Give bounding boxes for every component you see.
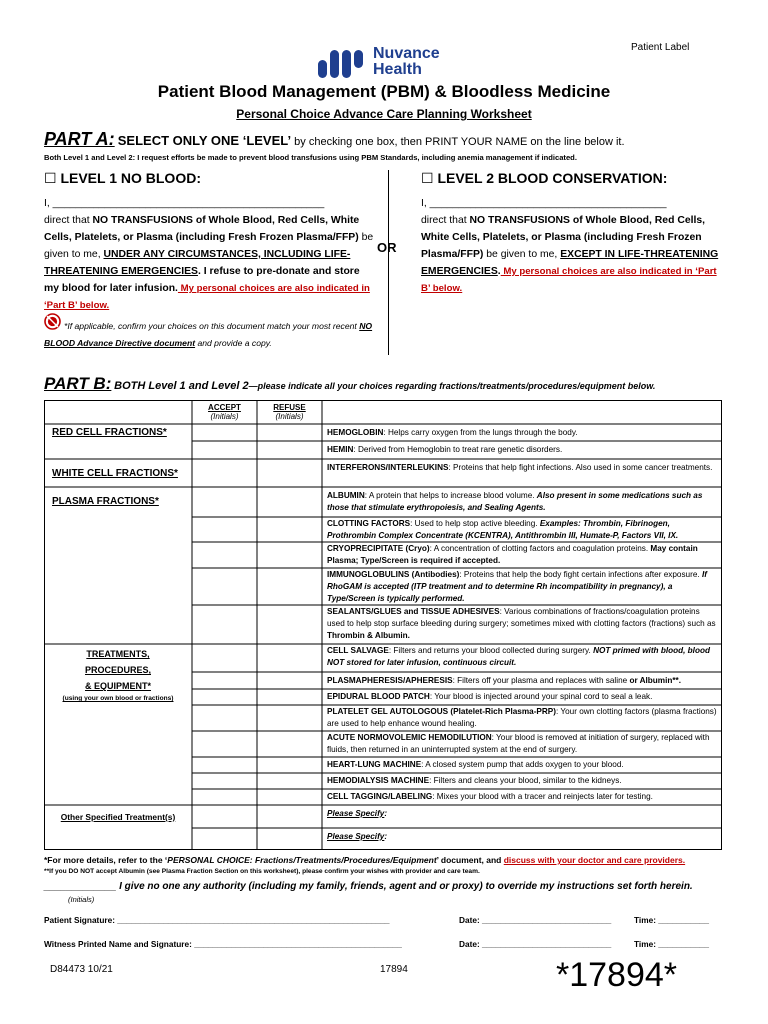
level2-text-5: . [497, 266, 501, 277]
override-initials-label: (Initials) [68, 895, 95, 904]
category-white-cell: WHITE CELL FRACTIONS* [52, 468, 178, 479]
level2-heading [421, 170, 667, 187]
or-label: OR [377, 240, 397, 255]
footnote-text-b: PERSONAL CHOICE: Fractions/Treatments/Procedures/Equipment [167, 855, 437, 865]
part-b-instruction: —please indicate all your choices regarding fractions/treatments/procedures/equipment below. [248, 381, 656, 391]
row-other-specify-1[interactable] [327, 808, 717, 820]
row-desc: : Filters off your plasma and replaces with saline [452, 676, 630, 685]
row-name: HEMOGLOBIN [327, 428, 384, 437]
row-desc: : Mixes your blood with a tracer and reinjects later for testing. [432, 792, 653, 801]
row-name: ACUTE NORMOVOLEMIC HEMODILUTION [327, 733, 492, 742]
level1-heading [44, 170, 201, 187]
level1-text-5: . I refuse to pre-donate and store my blood for later infusion. [44, 266, 360, 294]
row-other-specify-2[interactable] [327, 831, 717, 843]
row-name: CELL TAGGING/LABELING [327, 792, 433, 801]
row-desc: : Helps carry oxygen from the lungs through the body. [383, 428, 578, 437]
advance-directive-note [44, 318, 384, 352]
part-a-label: PART A: [44, 129, 115, 149]
row-desc: : Filters and cleans your blood, similar to the kidneys. [429, 776, 622, 785]
row-plasmapheresis [327, 675, 717, 687]
row-cell-tagging [327, 791, 717, 803]
row-name: CLOTTING FACTORS [327, 519, 411, 528]
category-treatments-line1: TREATMENTS, [86, 649, 150, 659]
row-epidural-blood-patch [327, 691, 717, 703]
both-levels-note: Both Level 1 and Level 2: I request efforts be made to prevent blood transfusions using PBM Standards, including anemia management if indicated. [44, 153, 577, 162]
row-desc: : Filters and returns your blood collected during surgery. [388, 646, 594, 655]
col-accept-initials: (Initials) [210, 412, 239, 421]
row-name: EPIDURAL BLOOD PATCH [327, 692, 430, 701]
row-platelet-gel [327, 706, 717, 730]
footnote-text-a: *For more details, refer to the ‘ [44, 855, 168, 865]
row-desc: : Proteins that help the body fight certain infections after exposure. [459, 570, 702, 579]
row-extra: May contain Plasma; Type/Screen is required if accepted. [327, 544, 698, 565]
level1-name-line[interactable]: I, _______________________________________________ [44, 198, 325, 209]
row-name: CRYOPRECIPITATE (Cryo) [327, 544, 430, 553]
row-name: HEMODIALYSIS MACHINE [327, 776, 430, 785]
row-name: HEMIN [327, 445, 354, 454]
part-b-both: BOTH Level 1 and Level 2 [114, 380, 249, 392]
category-red-cell: RED CELL FRACTIONS* [52, 427, 167, 438]
row-name: HEART-LUNG MACHINE [327, 760, 422, 769]
part-a-heading [44, 129, 744, 150]
row-name: ALBUMIN [327, 491, 365, 500]
category-treatments [44, 646, 192, 704]
part-a-instruction: by checking one box, then PRINT YOUR NAME on the line below it. [294, 136, 625, 148]
row-desc: : Your own clotting factors (plasma fractions) are used to help enhance wound healing. [327, 707, 717, 728]
choices-table [44, 400, 722, 850]
level2-name-line[interactable]: I, _________________________________________ [421, 198, 667, 209]
row-clotting-factors [327, 518, 717, 542]
nuvance-logo-icon [316, 46, 368, 80]
witness-date-field[interactable]: Date: ____________________________ [459, 939, 612, 949]
row-immunoglobulins [327, 569, 717, 605]
nuvance-logo [316, 44, 456, 80]
form-code: D84473 10/21 [50, 964, 113, 975]
witness-signature-field[interactable]: Witness Printed Name and Signature: _____________________________________________ [44, 939, 402, 949]
row-extra: Also present in some medications such as those that stimulate erythropoiesis, and Sealing Agents. [327, 491, 703, 512]
level2-statement [421, 195, 726, 297]
col-accept [192, 403, 257, 421]
row-desc: : Used to help stop active bleeding. [410, 519, 540, 528]
override-statement [44, 881, 693, 892]
row-extra: Examples: Thrombin, Fibrinogen, Prothrombin Complex Concentrate (KCENTRA), Antithrombin III, Humate-P, Factors VII, IX. [327, 519, 679, 540]
row-hemodilution [327, 732, 717, 756]
row-desc: : [384, 809, 388, 818]
row-cell-salvage [327, 645, 717, 669]
col-refuse [257, 403, 322, 421]
row-desc: : A concentration of clotting factors and coagulation proteins. [429, 544, 651, 553]
col-accept-label: ACCEPT [208, 403, 241, 412]
level1-text-4: UNDER ANY CIRCUMSTANCES, INCLUDING LIFE-THREATENING EMERGENCIES [44, 249, 351, 277]
row-cryoprecipitate [327, 543, 717, 567]
level1-checkbox[interactable]: ☐ [44, 170, 57, 186]
logo-text-health: Health [373, 61, 422, 78]
level2-text-3: be given to me, [483, 249, 561, 260]
row-hemodialysis-machine [327, 775, 717, 787]
confirm-note-text-1: *If applicable, confirm your choices on this document match your most recent [64, 321, 360, 331]
level2-red-note: My personal choices are also indicated in ‘Part B’ below. [421, 266, 717, 294]
row-desc: : A closed system pump that adds oxygen to your blood. [421, 760, 624, 769]
level2-title: LEVEL 2 BLOOD CONSERVATION: [437, 170, 668, 186]
footnote-details [44, 855, 685, 865]
row-desc: : Your blood is injected around your spinal cord to seal a leak. [429, 692, 653, 701]
level2-checkbox[interactable]: ☐ [421, 170, 434, 186]
override-text: I give no one any authority (including my family, friends, agent and or proxy) to override my instructions set forth herein. [116, 881, 693, 892]
row-extra: Thrombin & Albumin. [327, 631, 410, 640]
row-sealants [327, 606, 717, 642]
level1-text-1: direct that [44, 215, 93, 226]
row-interferons [327, 462, 717, 474]
row-name: SEALANTS/GLUES and TISSUE ADHESIVES [327, 607, 500, 616]
level1-text-3: be given to me, [44, 232, 374, 260]
row-name: IMMUNOGLOBULINS (Antibodies) [327, 570, 460, 579]
category-treatments-note: (using your own blood or fractions) [62, 695, 174, 702]
row-desc: : Your blood is removed at initiation of surgery, replaced with fluids, then returned in an uninterrupted system at the end of surgery. [327, 733, 710, 754]
form-number: 17894 [380, 964, 408, 975]
confirm-note-text-2: NO BLOOD Advance Directive document [44, 321, 373, 348]
row-desc: : Proteins that help fight infections. Also used in some cancer treatments. [448, 463, 713, 472]
level2-text-2: NO TRANSFUSIONS of Whole Blood, Red Cells, White Cells, Platelets, or Plasma (including Fresh Frozen Plasma/FFP) [421, 215, 706, 260]
category-treatments-line3: & EQUIPMENT* [84, 681, 151, 691]
part-b-label: PART B: [44, 374, 112, 393]
col-refuse-initials: (Initials) [275, 412, 304, 421]
row-name: PLATELET GEL AUTOLOGOUS (Platelet-Rich Plasma-PRP) [327, 707, 556, 716]
patient-label: Patient Label [631, 42, 690, 53]
row-hemoglobin [327, 427, 717, 439]
level-divider [388, 170, 389, 355]
level1-text-2: NO TRANSFUSIONS of Whole Blood, Red Cells, White Cells, Platelets, or Plasma (including Fresh Frozen Plasma/FFP) [44, 215, 360, 243]
row-desc: : [384, 832, 388, 841]
patient-date-field[interactable]: Date: ____________________________ [459, 915, 612, 925]
part-a-instruction-bold: SELECT ONLY ONE ‘LEVEL’ [117, 133, 292, 148]
row-heart-lung-machine [327, 759, 717, 771]
confirm-note-text-3: and provide a copy. [195, 338, 272, 348]
logo-text-nuvance: Nuvance [373, 45, 440, 62]
row-desc: : A protein that helps to increase blood volume. [364, 491, 537, 500]
level1-title: LEVEL 1 NO BLOOD: [60, 170, 201, 186]
row-hemin [327, 444, 717, 456]
category-treatments-line2: PROCEDURES, [84, 665, 151, 675]
patient-time-field[interactable]: Time: ___________ [634, 915, 710, 925]
row-desc: : Various combinations of fractions/coagulation proteins used to help stop surface bleeding during surgery; sometimes mixed with clotting factors (fractions) such as [327, 607, 716, 628]
part-b-heading [44, 374, 655, 394]
footnote-text-d: discuss with your doctor and care providers. [503, 855, 686, 865]
row-extra: If RhoGAM is accepted (ITP treatment and to determine Rh incompatibility in pregnancy), a Type/Screen is typically performed. [327, 570, 707, 603]
row-albumin [327, 490, 717, 514]
row-name: Please Specify [327, 809, 385, 818]
row-name: CELL SALVAGE [327, 646, 389, 655]
footnote-albumin: **If you DO NOT accept Albumin (see Plasma Fraction Section on this worksheet), please confirm your wishes with provider and care team. [44, 868, 480, 875]
col-refuse-label: REFUSE [273, 403, 306, 412]
witness-time-field[interactable]: Time: ___________ [634, 939, 710, 949]
barcode-text: *17894* [556, 956, 678, 994]
page-subtitle: Personal Choice Advance Care Planning Worksheet [236, 107, 532, 121]
level2-text-4: EXCEPT IN LIFE-THREATENING EMERGENCIES [421, 249, 719, 277]
level1-statement [44, 195, 374, 314]
row-name: INTERFERONS/INTERLEUKINS [327, 463, 449, 472]
level1-red-note: My personal choices are also indicated in ‘Part B’ below. [44, 283, 370, 311]
category-plasma: PLASMA FRACTIONS* [52, 496, 159, 507]
footnote-text-c: ’ document, and [436, 855, 504, 865]
level2-text-1: direct that [421, 215, 470, 226]
row-extra: NOT primed with blood, blood NOT stored for later infusion, continuous circuit. [327, 646, 710, 667]
row-name: Please Specify [327, 832, 385, 841]
page-title: Patient Blood Management (PBM) & Bloodless Medicine [157, 82, 611, 101]
row-extra: or Albumin**. [629, 676, 682, 685]
override-initials-line[interactable]: _____________ [44, 881, 117, 892]
row-desc: : Derived from Hemoglobin to treat rare genetic disorders. [353, 445, 563, 454]
patient-signature-field[interactable]: Patient Signature: ___________________________________________________________ [44, 915, 390, 925]
category-other: Other Specified Treatment(s) [60, 812, 176, 822]
row-name: PLASMAPHERESIS/APHERESIS [327, 676, 453, 685]
